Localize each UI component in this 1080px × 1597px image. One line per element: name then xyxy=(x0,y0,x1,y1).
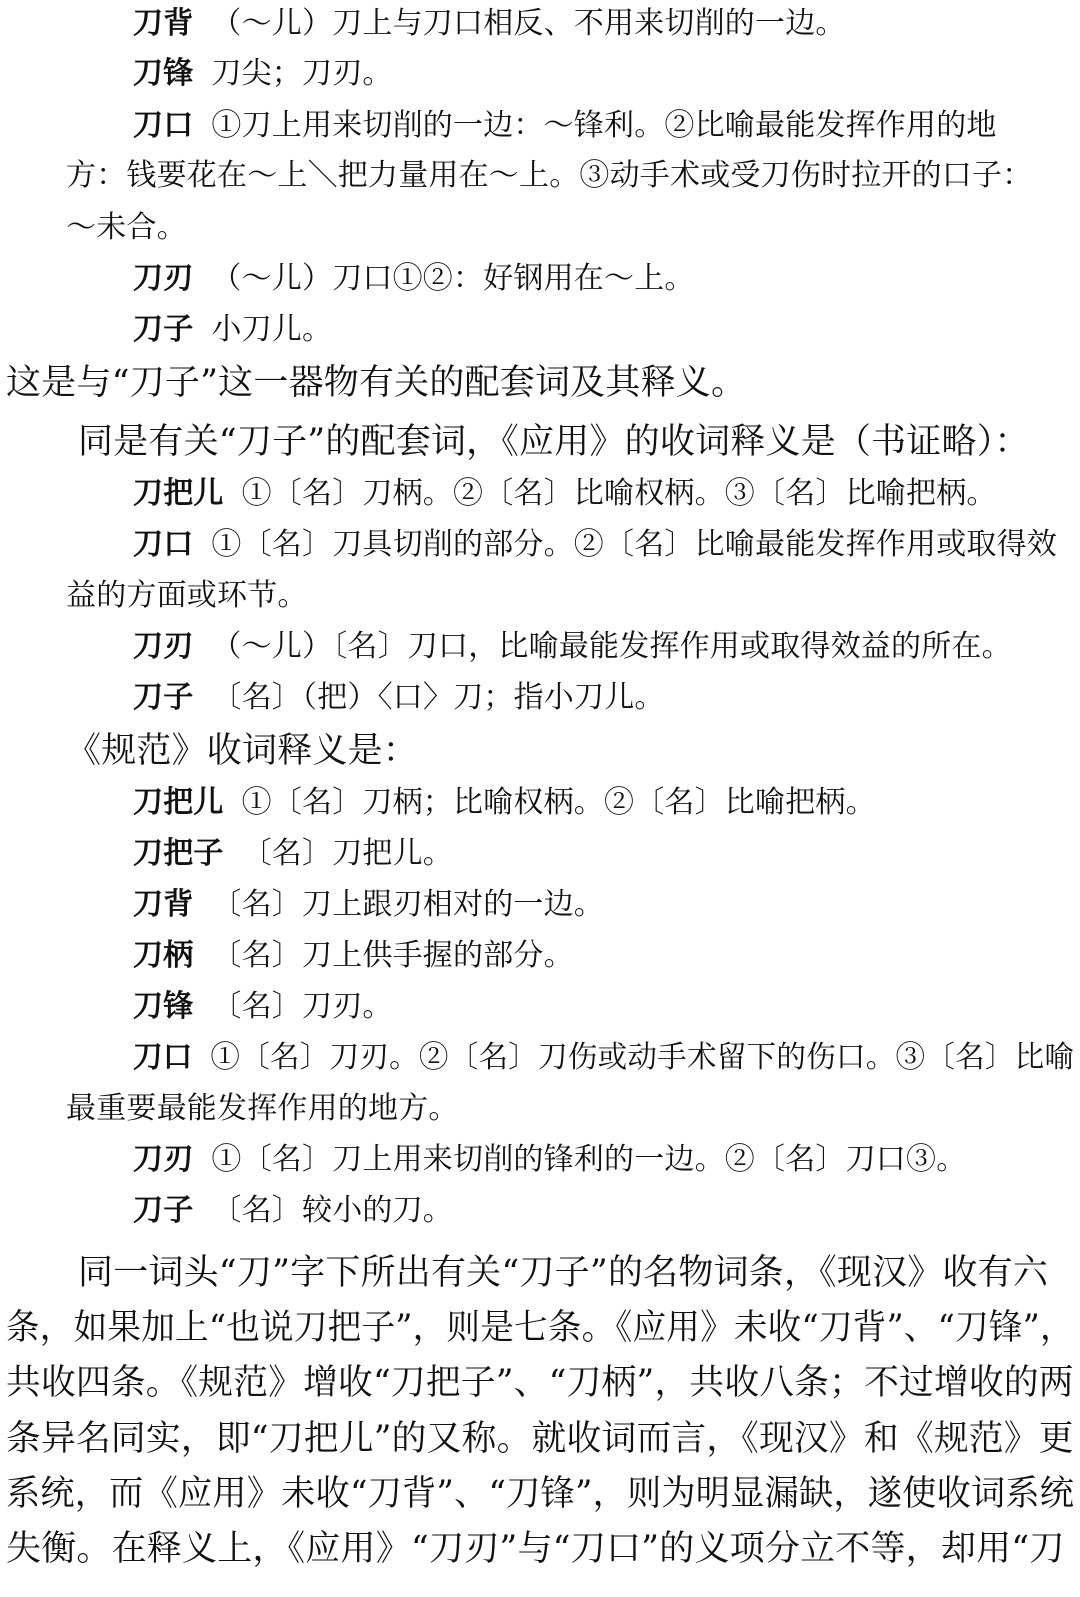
entry-daokou-3-continuation: 最重要最能发挥作用的地方。 xyxy=(66,1091,459,1126)
entry-daofeng-3 xyxy=(133,989,393,1025)
definition: 〔名〕（把）〈口〉刀；指小刀儿。 xyxy=(211,680,665,715)
entry-daozi-3 xyxy=(133,1193,453,1229)
entry-daokou-1 xyxy=(133,108,997,144)
definition: 〔名〕较小的刀。 xyxy=(211,1193,454,1228)
headword: 刀锋 xyxy=(133,989,194,1024)
headword: 刀把子 xyxy=(133,836,224,871)
headword: 刀口 xyxy=(133,1040,193,1075)
entry-daoren-3 xyxy=(133,1142,966,1178)
headword: 刀子 xyxy=(133,680,194,715)
headword: 刀口 xyxy=(133,527,194,562)
definition: ①〔名〕刀柄。②〔名〕比喻权柄。③〔名〕比喻把柄。 xyxy=(241,476,997,511)
entry-daobaer-2 xyxy=(133,476,997,512)
headword: 刀柄 xyxy=(133,938,194,973)
entry-daobei-1 xyxy=(133,6,846,42)
body-paragraph-line: 共收四条。《规范》增收“刀把子”、“刀柄”，共收八条；不过增收的两 xyxy=(6,1363,1074,1403)
entry-daokou-1-continuation: ～未合。 xyxy=(66,210,187,245)
headword: 刀背 xyxy=(133,6,194,41)
body-paragraph: 《规范》收词释义是： xyxy=(66,731,419,771)
definition: 〔名〕刀上跟刃相对的一边。 xyxy=(211,887,605,922)
headword: 刀刃 xyxy=(133,629,194,664)
entry-daofeng-1 xyxy=(133,56,393,92)
headword: 刀背 xyxy=(133,887,194,922)
definition: ①〔名〕刀柄；比喻权柄。②〔名〕比喻把柄。 xyxy=(241,785,876,820)
definition: 小刀儿。 xyxy=(211,312,333,347)
definition: ①刀上用来切削的一边：～锋利。②比喻最能发挥作用的地 xyxy=(211,108,997,143)
body-paragraph: 同是有关“刀子”的配套词，《应用》的收词释义是（书证略）： xyxy=(78,422,1030,462)
definition: （～儿）刀口①②：好钢用在～上。 xyxy=(211,261,695,296)
definition: ①〔名〕刀刃。②〔名〕刀伤或动手术留下的伤口。③〔名〕比喻 xyxy=(210,1040,1075,1075)
headword: 刀口 xyxy=(133,108,194,143)
headword: 刀锋 xyxy=(133,56,194,91)
entry-daobing-3 xyxy=(133,938,574,974)
definition: 〔名〕刀上供手握的部分。 xyxy=(211,938,574,973)
definition: 刀尖；刀刃。 xyxy=(211,56,393,91)
body-paragraph-line: 条异名同实，即“刀把儿”的又称。就收词而言，《现汉》和《规范》更 xyxy=(6,1419,1074,1459)
body-paragraph-line: 条，如果加上“也说刀把子”，则是七条。《应用》未收“刀背”、“刀锋”， xyxy=(6,1308,1074,1348)
entry-daobaer-3 xyxy=(133,785,876,821)
entry-daobei-3 xyxy=(133,887,604,923)
definition: （～儿）刀上与刀口相反、不用来切削的一边。 xyxy=(211,6,846,41)
entry-daokou-3 xyxy=(133,1040,1074,1076)
body-paragraph-line: 同一词头“刀”字下所出有关“刀子”的名物词条，《现汉》收有六 xyxy=(78,1253,1049,1293)
entry-daokou-1-continuation: 方：钱要花在～上＼把力量用在～上。③动手术或受刀伤时拉开的口子： xyxy=(66,158,1033,193)
headword: 刀子 xyxy=(133,1193,194,1228)
entry-daobazi-3 xyxy=(133,836,453,872)
body-paragraph-line: 系统，而《应用》未收“刀背”、“刀锋”，则为明显漏缺，遂使收词系统 xyxy=(6,1474,1075,1514)
definition: 〔名〕刀把儿。 xyxy=(241,836,454,871)
entry-daoren-2 xyxy=(133,629,1012,665)
definition: ①〔名〕刀上用来切削的锋利的一边。②〔名〕刀口③。 xyxy=(211,1142,967,1177)
headword: 刀刃 xyxy=(133,261,194,296)
headword: 刀子 xyxy=(133,312,194,347)
entry-daozi-1 xyxy=(133,312,332,348)
headword: 刀刃 xyxy=(133,1142,194,1177)
headword: 刀把儿 xyxy=(133,476,224,511)
body-paragraph-line: 失衡。在释义上，《应用》“刀刃”与“刀口”的义项分立不等，却用“刀 xyxy=(6,1529,1065,1569)
entry-daokou-2 xyxy=(133,527,1057,563)
headword: 刀把儿 xyxy=(133,785,224,820)
definition: 〔名〕刀刃。 xyxy=(211,989,393,1024)
body-paragraph: 这是与“刀子”这一器物有关的配套词及其释义。 xyxy=(6,363,747,403)
entry-daozi-2 xyxy=(133,680,665,716)
entry-daoren-1 xyxy=(133,261,695,297)
definition: ①〔名〕刀具切削的部分。②〔名〕比喻最能发挥作用或取得效 xyxy=(211,527,1058,562)
definition: （～儿）〔名〕刀口，比喻最能发挥作用或取得效益的所在。 xyxy=(211,629,1012,664)
entry-daokou-2-continuation: 益的方面或环节。 xyxy=(66,578,308,613)
